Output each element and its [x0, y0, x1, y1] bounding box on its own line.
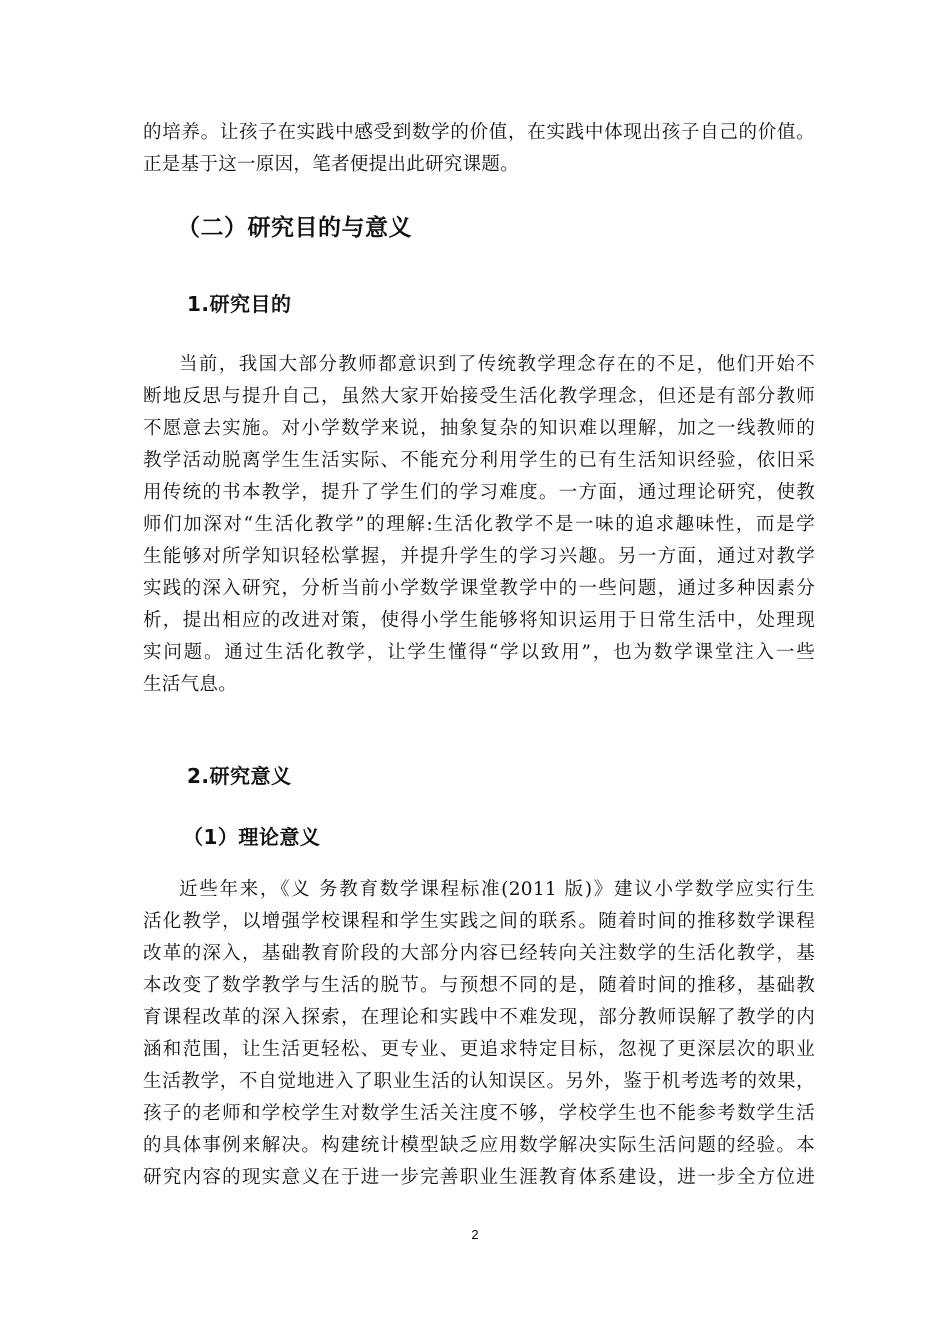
paragraph-line: 孩子的老师和学校学生对数学生活关注度不够，学校学生也不能参考数学生活	[143, 1103, 815, 1124]
theory-heading: （1）理论意义	[183, 825, 321, 849]
paragraph-line: 不愿意去实施。对小学数学来说，抽象复杂的知识难以理解，加之一线教师的	[143, 418, 815, 439]
significance-heading: 2.研究意义	[187, 764, 292, 788]
theory-paragraph	[143, 874, 815, 1194]
paragraph-line: 研究内容的现实意义在于进一步完善职业生涯教育体系建设，进一步全方位进	[143, 1167, 815, 1188]
paragraph-line: 析，提出相应的改进对策，使得小学生能够将知识运用于日常生活中，处理现	[143, 610, 815, 631]
paragraph-line: 近些年来，《义 务教育数学课程标准(2011 版)》建议小学数学应实行生	[179, 879, 815, 900]
paragraph-line: 生活气息。	[143, 674, 238, 695]
paragraph-line: 断地反思与提升自己，虽然大家开始接受生活化教学理念，但还是有部分教师	[143, 386, 815, 407]
paragraph-line: 涵和范围，让生活更轻松、更专业、更追求特定目标，忽视了更深层次的职业	[143, 1039, 815, 1060]
section-heading: （二）研究目的与意义	[177, 215, 412, 241]
page-number: 2	[471, 1227, 479, 1242]
paragraph-line: 实践的深入研究，分析当前小学数学课堂教学中的一些问题，通过多种因素分	[143, 578, 815, 599]
paragraph-line: 用传统的书本教学，提升了学生们的学习难度。一方面，通过理论研究，使教	[143, 482, 815, 503]
paragraph-line: 教学活动脱离学生生活实际、不能充分利用学生的已有生活知识经验，依旧采	[143, 450, 815, 471]
paragraph-line: 的培养。让孩子在实践中感受到数学的价值，在实践中体现出孩子自己的价值。	[143, 122, 815, 143]
paragraph-line: 实问题。通过生活化教学，让学生懂得“学以致用”，也为数学课堂注入一些	[143, 642, 815, 663]
paragraph-line: 正是基于这一原因，笔者便提出此研究课题。	[143, 154, 520, 175]
paragraph-line: 改革的深入，基础教育阶段的大部分内容已经转向关注数学的生活化教学，基	[143, 943, 815, 964]
purpose-heading: 1.研究目的	[187, 292, 292, 316]
paragraph-line: 生活教学，不自觉地进入了职业生活的认知误区。另外，鉴于机考选考的效果，	[143, 1071, 815, 1092]
paragraph-line: 育课程改革的深入探索，在理论和实践中不难发现，部分教师误解了教学的内	[143, 1007, 815, 1028]
intro-paragraph	[143, 117, 815, 181]
paragraph-line: 本改变了数学教学与生活的脱节。与预想不同的是，随着时间的推移，基础教	[143, 975, 815, 996]
paragraph-line: 活化教学，以增强学校课程和学生实践之间的联系。随着时间的推移数学课程	[143, 911, 815, 932]
purpose-paragraph	[143, 349, 815, 701]
paragraph-line: 师们加深对“生活化教学”的理解:生活化教学不是一味的追求趣味性，而是学	[143, 514, 815, 535]
paragraph-line: 的具体事例来解决。构建统计模型缺乏应用数学解决实际生活问题的经验。本	[143, 1135, 815, 1156]
paragraph-line: 生能够对所学知识轻松掌握，并提升学生的学习兴趣。另一方面，通过对教学	[143, 546, 815, 567]
paragraph-line: 当前，我国大部分教师都意识到了传统教学理念存在的不足，他们开始不	[179, 354, 815, 375]
